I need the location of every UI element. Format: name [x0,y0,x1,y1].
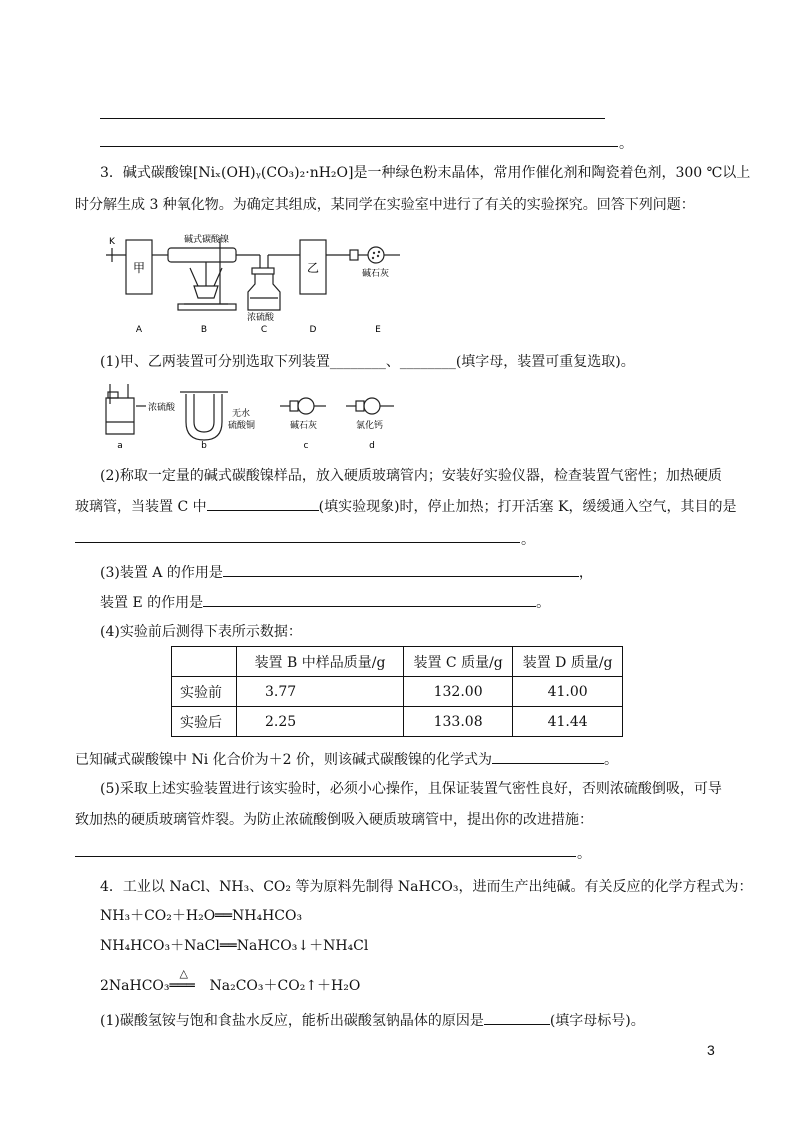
valve-k-label: K [109,237,115,247]
q3-part4-after [75,749,618,770]
q3-part2-line1: (2)称取一定量的碱式碳酸镍样品，放入硬质玻璃管内；安装好实验仪器，检查装置气密性；加热硬质 [100,468,722,484]
answer-blank[interactable] [484,1010,550,1025]
q3-part4-after-end: 。 [603,752,618,768]
option-letter-a: a [117,441,123,451]
table-row [172,707,623,737]
table-cell: 132.00 [404,677,513,707]
q4-equation-2 [100,936,368,956]
q3-part3-e [100,592,550,613]
option-a-label: 浓硫酸 [148,403,176,413]
option-b-label1: 无水 [232,409,251,419]
table-cell: 2.25 [237,707,404,737]
table-cell: 41.44 [513,707,623,737]
apparatus-diagram [100,228,420,338]
answer-blank[interactable] [492,749,604,764]
eq3-left: 2NaHCO₃ [100,978,170,994]
q3-part3-e-text: 装置 E 的作用是 [100,595,204,611]
option-letter-b: b [201,441,207,451]
yi-label: 乙 [306,261,320,275]
eq1-right: NH₄HCO₃ [232,908,303,924]
eq3-arrow: △ ═══ [170,976,210,996]
table-header-cell: 装置 D 质量/g [513,647,623,677]
table-row [172,677,623,707]
table-header-cell: 装置 C 质量/g [404,647,513,677]
letter-e: E [375,325,381,335]
end-mark: 。 [577,846,591,862]
page-number: 3 [707,1042,715,1058]
option-letter-c: c [303,441,309,451]
q3-part3-a-end: ， [578,565,593,581]
table-cell: 实验后 [172,707,237,737]
eq2-left: NH₄HCO₃＋NaCl [100,938,220,954]
table-header-row [172,647,623,677]
q3-part3-a [100,562,593,583]
eq2-arrow: ══ [219,938,237,954]
table-cell: 41.00 [513,677,623,707]
q4-part1-text-b: (填字母标号)。 [549,1013,645,1029]
table-cell: 3.77 [237,677,404,707]
table-header-cell [172,647,237,677]
eq1-arrow: ══ [215,908,233,924]
q3-intro-line1: 3．碱式碳酸镍[Niₓ(OH)ᵧ(CO₃)₂·nH₂O]是一种绿色粉末晶体，常用作催化剂和陶瓷着色剂，300 ℃以上 [100,165,751,181]
option-b-label2: 硫酸铜 [228,421,256,431]
q3-part2-text-a: 玻璃管，当装置 C 中 [75,499,207,515]
eq2-right: NaHCO₃↓＋NH₄Cl [236,938,369,954]
options-diagram [100,384,420,454]
table-cell: 133.08 [404,707,513,737]
q3-intro-line2: 时分解生成 3 种氧化物。为确定其组成，某同学在实验室中进行了有关的实验探究。回答下列问题： [75,197,695,213]
q3-part4-after-text: 已知碱式碳酸镍中 Ni 化合价为＋2 价，则该碱式碳酸镍的化学式为 [75,752,492,768]
eq1-left: NH₃＋CO₂＋H₂O [100,908,216,924]
q3-part3-e-end: 。 [536,595,551,611]
answer-line[interactable] [75,542,520,543]
q3-part5-line2: 致加热的硬质玻璃管炸裂。为防止浓硫酸倒吸入硬质玻璃管中，提出你的改进措施： [75,812,593,828]
q3-part5-line1: (5)采取上述实验装置进行该实验时，必须小心操作，且保证装置气密性良好，否则浓硫酸倒吸，可导 [100,781,722,797]
table-header-cell: 装置 B 中样品质量/g [237,647,404,677]
answer-line[interactable] [75,856,576,857]
q3-part2-text-b: (填实验现象)时，停止加热；打开活塞 K，缓缓通入空气，其目的是 [318,499,737,515]
conc-sulfuric-label: 浓硫酸 [247,313,275,323]
q3-part2-line2 [75,496,736,517]
answer-blank[interactable] [207,496,319,511]
end-mark: 。 [521,532,535,548]
q4-intro: 4．工业以 NaCl、NH₃、CO₂ 等为原料先制得 NaHCO₃，进而生产出纯碱。有关反应的化学方程式为： [100,879,753,895]
option-c-label: 碱石灰 [290,421,318,431]
data-table [171,646,623,737]
option-letter-d: d [369,441,375,451]
jia-label: 甲 [132,261,146,275]
letter-b: B [200,325,208,335]
sample-label: 碱式碳酸镍 [184,235,230,245]
q3-part4: (4)实验前后测得下表所示数据： [100,624,302,640]
answer-line[interactable] [100,146,618,147]
answer-blank[interactable] [223,562,579,577]
soda-lime-label: 碱石灰 [362,269,390,279]
table-cell: 实验前 [172,677,237,707]
heat-symbol: △ [179,967,188,980]
q3-part3-a-text: (3)装置 A 的作用是 [100,565,223,581]
letter-a: A [135,325,143,335]
letter-d: D [309,325,317,335]
end-mark: 。 [619,136,633,152]
q4-equation-1 [100,906,302,926]
answer-line[interactable] [100,118,605,119]
option-d-label: 氯化钙 [356,421,384,431]
eq3-right: Na₂CO₃＋CO₂↑＋H₂O [209,978,361,994]
letter-c: C [260,325,268,335]
q3-part1: (1)甲、乙两装置可分别选取下列装置________、________(填字母，装置可重复选取)。 [100,354,635,370]
q4-part1 [100,1010,645,1031]
q4-part1-text-a: (1)碳酸氢铵与饱和食盐水反应，能析出碳酸氢钠晶体的原因是 [100,1013,484,1029]
q4-equation-3 [100,967,361,996]
answer-blank[interactable] [203,592,536,607]
